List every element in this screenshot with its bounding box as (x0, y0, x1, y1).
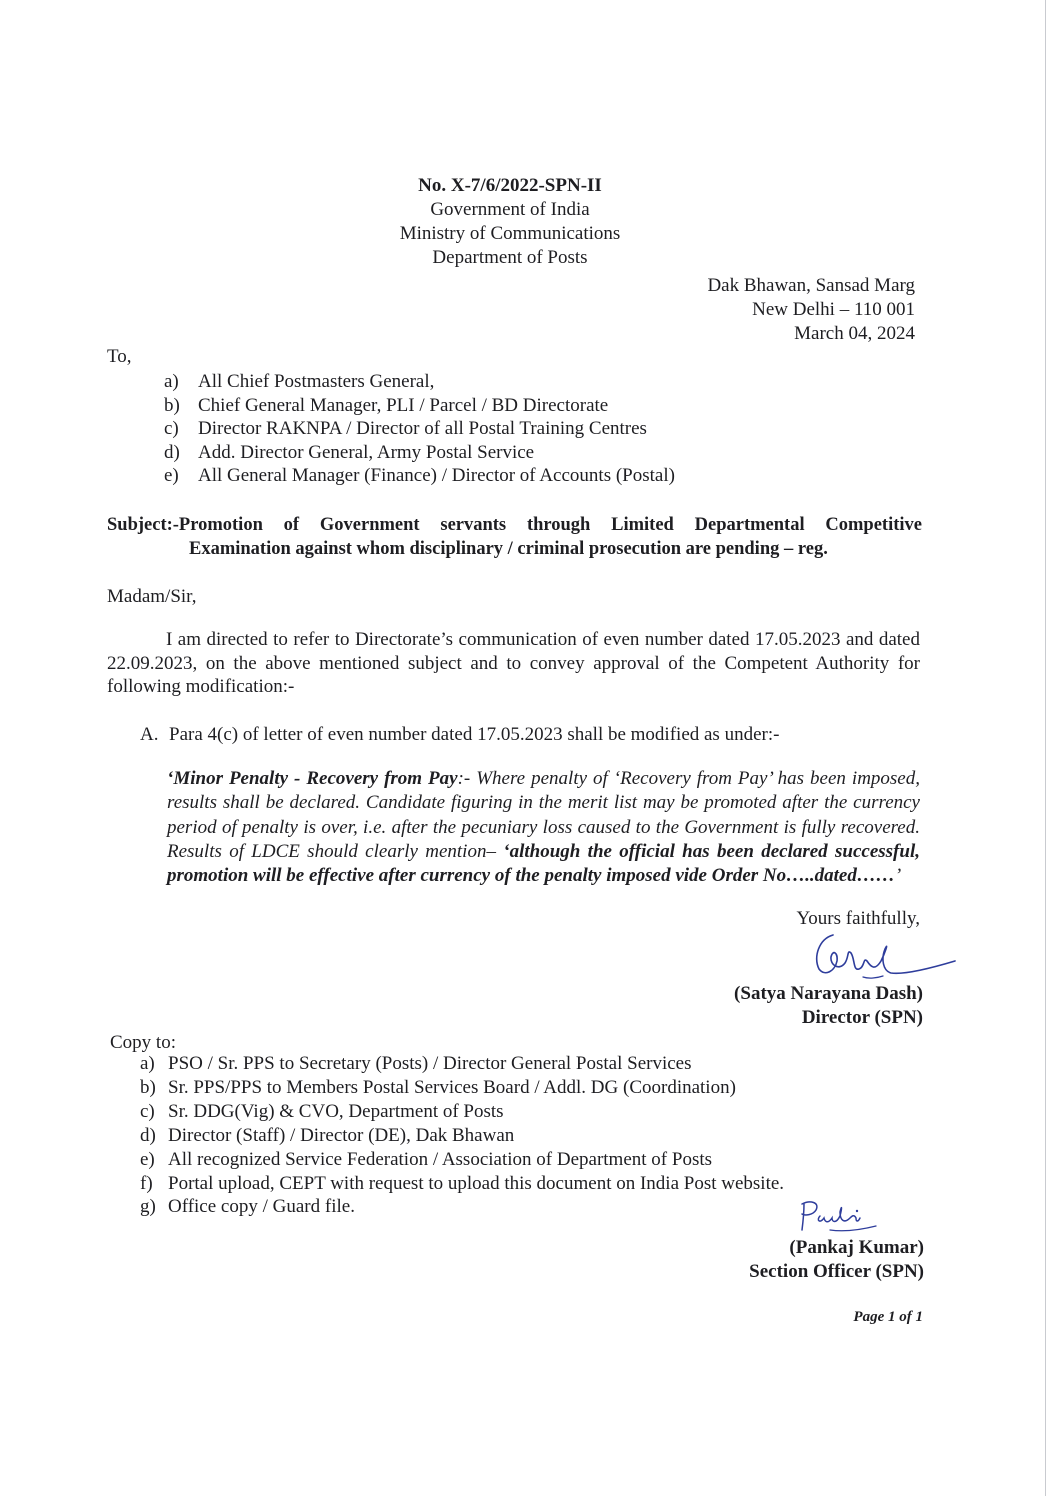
subject-line-1: Subject:-Promotion of Government servants through Limited Departmental Competitive (107, 515, 922, 535)
to-label: To, (107, 346, 132, 367)
page-number: Page 1 of 1 (853, 1309, 923, 1325)
item-label: a) (164, 371, 179, 392)
item-text: Para 4(c) of letter of even number dated 17.05.2023 shall be modified as under:- (169, 724, 780, 745)
list-item (164, 464, 675, 488)
government-name: Government of India (430, 199, 590, 220)
signatory-name: (Pankaj Kumar) (789, 1237, 924, 1258)
closing: Yours faithfully, (796, 908, 920, 929)
item-text: PSO / Sr. PPS to Secretary (Posts) / Director General Postal Services (168, 1053, 692, 1074)
item-text: Add. Director General, Army Postal Service (198, 441, 535, 463)
item-label: d) (164, 441, 180, 463)
letter-date: March 04, 2024 (794, 323, 915, 344)
list-item (164, 417, 675, 441)
sender-address (615, 274, 915, 346)
quote-text: :- Where penalty of ‘Recovery from Pay’ has been imposed, results shall be declared. Candidate figuring in the merit list may be promoted after the currency period of penalty is over, i.e. after the pecuniary loss caused to the Government is fully recovered. Results of LDCE should clearly mention– (167, 768, 920, 862)
department-name: Department of Posts (432, 247, 588, 268)
item-label: c) (140, 1100, 155, 1122)
item-label: f) (140, 1172, 153, 1194)
item-text: Chief General Manager, PLI / Parcel / BD Directorate (198, 394, 609, 416)
modification-item (140, 723, 779, 746)
list-item (164, 370, 675, 394)
item-text: Sr. DDG(Vig) & CVO, Department of Posts (168, 1100, 504, 1122)
item-label: e) (164, 465, 179, 487)
item-text: Director RAKNPA / Director of all Postal Training Centres (198, 418, 647, 440)
quote-end: ’ (894, 865, 902, 887)
item-text: All General Manager (Finance) / Director of Accounts (Postal) (198, 465, 675, 487)
modified-para-quote (167, 767, 920, 888)
signatory-section-officer (749, 1236, 924, 1284)
item-text: All Chief Postmasters General, (198, 371, 435, 392)
item-label: b) (140, 1076, 156, 1098)
list-item (140, 1100, 784, 1124)
list-item (140, 1195, 784, 1219)
item-label: A. (140, 724, 159, 745)
ministry-name: Ministry of Communications (399, 223, 621, 244)
scan-edge-line (1045, 0, 1046, 1496)
item-label: c) (164, 418, 179, 440)
copy-to-list (140, 1052, 784, 1219)
letter-header (300, 174, 720, 270)
list-item (164, 441, 675, 465)
item-label: g) (140, 1196, 156, 1218)
item-label: d) (140, 1124, 156, 1146)
item-label: e) (140, 1148, 155, 1170)
address-line-1: Dak Bhawan, Sansad Marg (707, 275, 915, 296)
quote-emphasis: ‘although the official has been declared successful, promotion will be effective after currency of the penalty imposed vide Order No…..dated…… (167, 840, 920, 887)
item-text: All recognized Service Federation / Association of Department of Posts (168, 1148, 713, 1170)
signatory-designation: Director (SPN) (801, 1007, 923, 1028)
subject-line-2: Examination against whom disciplinary / criminal prosecution are pending – reg. (189, 539, 828, 559)
salutation: Madam/Sir, (107, 586, 197, 607)
list-item (164, 394, 675, 418)
list-item (140, 1124, 784, 1148)
item-text: Sr. PPS/PPS to Members Postal Services Board / Addl. DG (Coordination) (168, 1076, 736, 1098)
list-item (140, 1052, 784, 1076)
signatory-designation: Section Officer (SPN) (749, 1261, 924, 1282)
signature-section-officer (790, 1196, 900, 1238)
address-line-2: New Delhi – 110 001 (752, 299, 915, 320)
list-item (140, 1148, 784, 1172)
quote-heading: ‘Minor Penalty - Recovery from Pay (167, 768, 458, 789)
reference-number: No. X-7/6/2022-SPN-II (418, 175, 602, 196)
item-text: Portal upload, CEPT with request to upload this document on India Post website. (168, 1172, 785, 1194)
item-text: Director (Staff) / Director (DE), Dak Bhawan (168, 1124, 515, 1146)
subject-block (107, 513, 922, 561)
body-paragraph: I am directed to refer to Directorate’s communication of even number dated 17.05.2023 and dated 22.09.2023, on the above mentioned subject and to convey approval of the Competent Authority for following modification:- (107, 629, 920, 697)
addressee-list (164, 370, 675, 488)
signatory-name: (Satya Narayana Dash) (734, 983, 923, 1004)
item-label: a) (140, 1053, 155, 1074)
list-item (140, 1076, 784, 1100)
list-item (140, 1172, 784, 1196)
signatory-director (734, 982, 923, 1030)
signature-director (805, 927, 965, 989)
item-text: Office copy / Guard file. (168, 1196, 355, 1218)
copy-to-label: Copy to: (110, 1032, 176, 1053)
item-label: b) (164, 394, 180, 416)
